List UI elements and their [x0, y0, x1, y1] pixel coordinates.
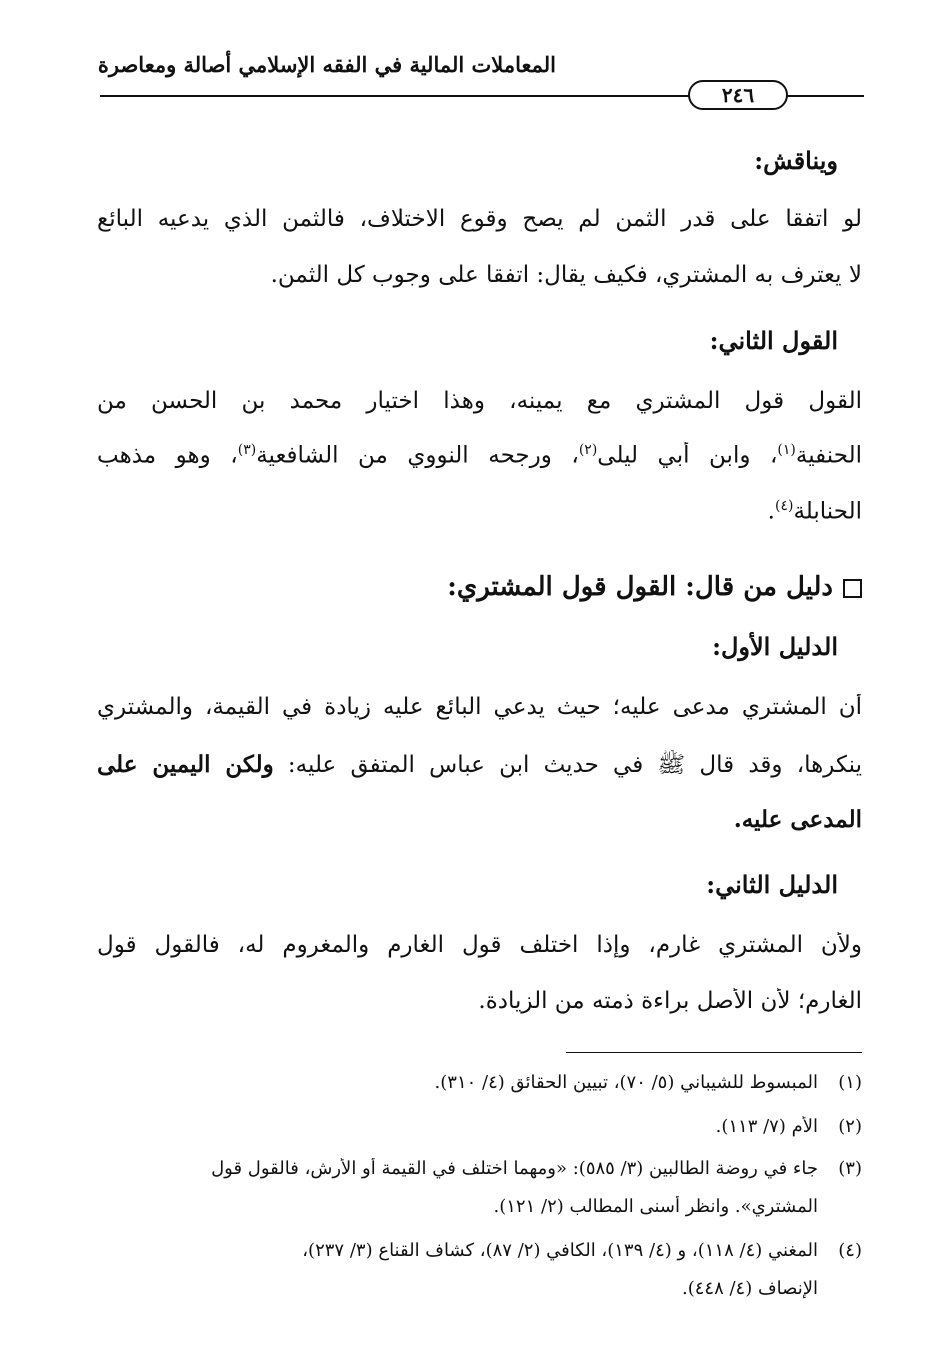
- running-header-title: المعاملات المالية في الفقه الإسلامي أصالة ومعاصرة: [97, 52, 556, 77]
- footnote-2-number: (٢): [838, 1116, 862, 1137]
- footnote-ref-4[interactable]: (٤): [774, 498, 794, 514]
- second-evidence-heading: الدليل الثاني:: [706, 870, 838, 899]
- footnote-3-continuation: المشتري». وانظر أسنى المطالب (٢/ ١٢١).: [493, 1196, 818, 1217]
- footnote-1-text: المبسوط للشيباني (٥/ ٧٠)، تبيين الحقائق (٤/ ٣١٠).: [434, 1072, 818, 1093]
- first-evidence-heading: الدليل الأول:: [712, 632, 838, 661]
- footnote-3-text: جاء في روضة الطالبين (٣/ ٥٨٥): «ومهما اختلف في القيمة أو الأرش، فالقول قول: [211, 1158, 818, 1179]
- footnote-4-number: (٤): [838, 1240, 862, 1261]
- footnote-2: [97, 1116, 862, 1137]
- second-opinion-line-2d: ، وهو مذهب: [97, 442, 238, 469]
- footnote-4: [97, 1240, 862, 1261]
- footnote-1-number: (١): [838, 1072, 862, 1093]
- footnote-3-number: (٣): [838, 1158, 862, 1179]
- first-evidence-line-1: أن المشتري مدعى عليه؛ حيث يدعي البائع عليه زيادة في القيمة، والمشتري: [97, 694, 862, 720]
- second-opinion-line-3a: الحنابلة: [793, 498, 862, 525]
- hadith-quote-part-1: ولكن اليمين على: [97, 751, 274, 778]
- discussion-heading: ويناقش:: [754, 146, 838, 175]
- hadith-quote-part-2: المدعى عليه.: [733, 806, 862, 833]
- footnote-ref-1[interactable]: (١): [777, 442, 796, 458]
- footnote-4-continuation: الإنصاف (٤/ ٤٤٨).: [681, 1278, 818, 1299]
- evidence-section-heading: [447, 572, 862, 602]
- first-evidence-line-2: [97, 750, 862, 784]
- second-opinion-line-3: [97, 498, 862, 525]
- second-opinion-line-1: القول قول المشتري مع يمينه، وهذا اختيار محمد بن الحسن من: [97, 388, 862, 414]
- second-opinion-heading: القول الثاني:: [709, 326, 838, 355]
- second-opinion-line-2: [97, 442, 862, 469]
- second-evidence-line-2: الغارم؛ لأن الأصل براءة ذمته من الزيادة.: [478, 988, 862, 1014]
- second-opinion-line-3b: .: [767, 498, 775, 525]
- page-number: ٢٤٦: [688, 80, 788, 110]
- second-opinion-line-2c: ، ورجحه النووي من الشافعية: [256, 442, 579, 469]
- discussion-line-2: لا يعترف به المشتري، فكيف يقال: اتفقا على وجوب كل الثمن.: [270, 262, 862, 288]
- footnote-3: [97, 1158, 862, 1179]
- footnote-4-text: المغني (٤/ ١١٨)، و (٤/ ١٣٩)، الكافي (٢/ ٨٧)، كشاف القناع (٣/ ٢٣٧)،: [302, 1240, 818, 1261]
- second-evidence-line-1: ولأن المشتري غارم، وإذا اختلف قول الغارم والمغروم له، فالقول قول: [97, 932, 862, 958]
- evidence-heading-text: دليل من قال: القول قول المشتري:: [447, 572, 833, 602]
- square-bullet-icon: [843, 579, 862, 598]
- footnote-separator: [566, 1052, 862, 1053]
- footnote-ref-3[interactable]: (٣): [237, 442, 257, 458]
- second-opinion-line-2b: ، وابن أبي ليلى: [597, 442, 778, 469]
- second-opinion-line-2a: الحنفية: [795, 442, 862, 469]
- footnote-2-text: الأم (٧/ ١١٣).: [715, 1116, 818, 1137]
- first-evidence-line-2a: ينكرها، وقد قال ﷺ في حديث ابن عباس المتفق عليه:: [287, 752, 862, 778]
- discussion-line-1: لو اتفقا على قدر الثمن لم يصح وقوع الاختلاف، فالثمن الذي يدعيه البائع: [97, 206, 862, 232]
- footnote-ref-2[interactable]: (٢): [578, 442, 598, 458]
- footnote-1: [97, 1072, 862, 1093]
